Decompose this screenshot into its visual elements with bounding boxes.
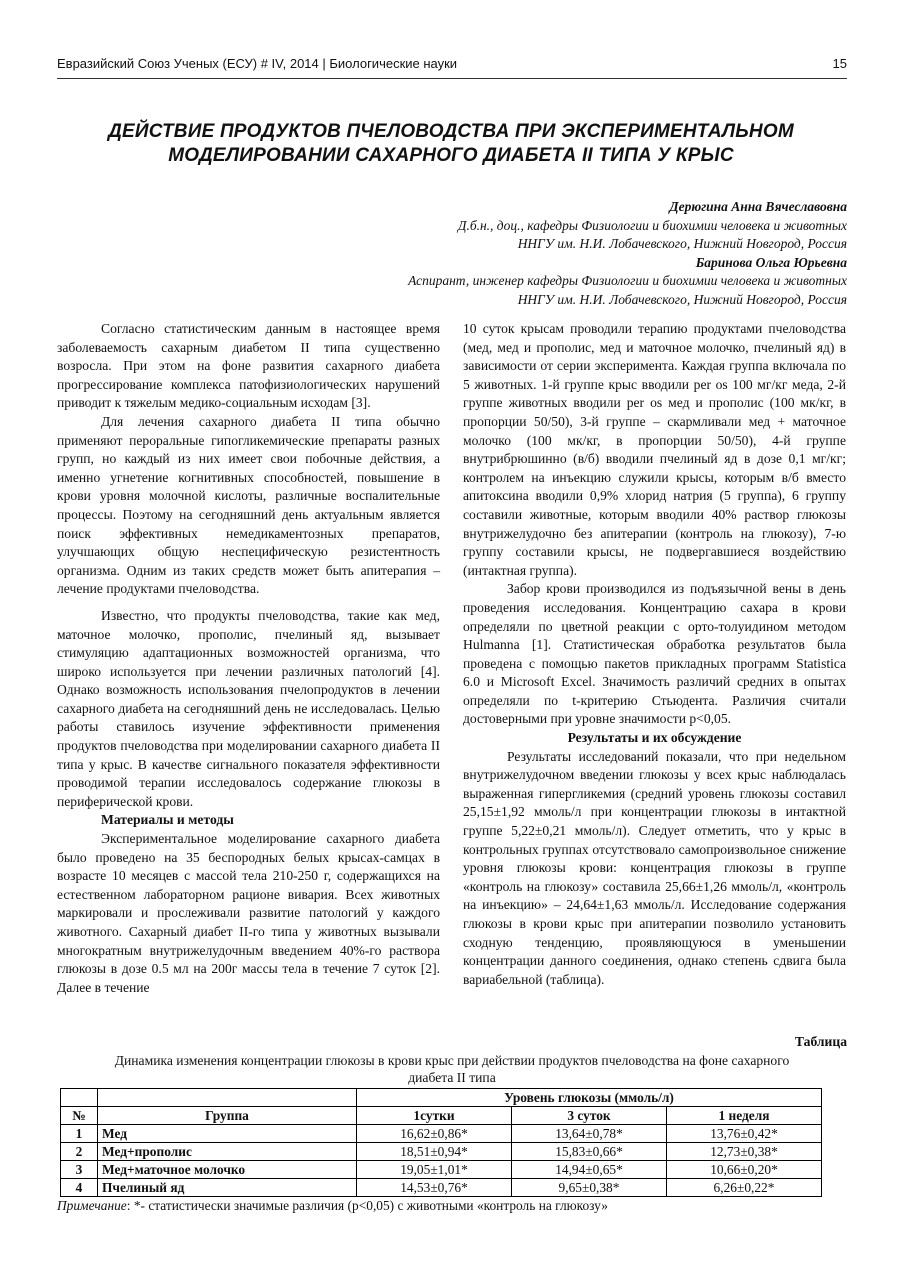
table-row [61, 1161, 822, 1179]
table-header-row [61, 1089, 822, 1107]
row-group: Мед+прополис [98, 1143, 357, 1161]
table-note-text: : *- статистически значимые различия (p<0,05) с животными «контроль на глюкозу» [126, 1198, 608, 1213]
row-number: 1 [61, 1125, 98, 1143]
table-row [61, 1125, 822, 1143]
table-corner-cell [61, 1089, 98, 1107]
row-group: Пчелиный яд [98, 1179, 357, 1197]
table-header-num: № [61, 1107, 98, 1125]
paragraph: Забор крови производился из подъязычной вены в день проведения исследования. Концентрацию сахара в крови определяли по цветной реакции с орто-толуидином методом Hulmanna [1]. Статистическая обработка результатов была проведена с помощью пакетов прикладных программ Statistica 6.0 и Microsoft Excel. Значимость различий средних в опытах определяли по t-критерию Стьюдента. Различия считали достоверными при уровне значимости р<0,05. [463, 581, 846, 727]
table-header-group: Группа [98, 1107, 357, 1125]
row-value-day1: 16,62±0,86* [357, 1125, 512, 1143]
journal-title: Евразийский Союз Ученых (ЕСУ) # IV, 2014 | Биологические науки [57, 56, 458, 71]
table-caption-line-1: Динамика изменения концентрации глюкозы в крови крыс при действии продуктов пчеловодства на фоне сахарного [114, 1053, 790, 1068]
article-title [80, 120, 822, 168]
row-value-day3: 13,64±0,78* [512, 1125, 667, 1143]
table-header-week1: 1 неделя [667, 1107, 822, 1125]
table-note-label: Примечание [57, 1198, 127, 1213]
author-name-2: Баринова Ольга Юрьевна [695, 254, 847, 270]
table-row [61, 1143, 822, 1161]
row-value-week1: 6,26±0,22* [667, 1179, 822, 1197]
author-org-2: ННГУ им. Н.И. Лобачевского, Нижний Новгород, Россия [517, 291, 847, 307]
author-position-1: Д.б.н., доц., кафедры Физиологии и биохимии человека и животных [457, 217, 847, 233]
row-value-day1: 18,51±0,94* [357, 1143, 512, 1161]
table-header-row [61, 1107, 822, 1125]
row-number: 4 [61, 1179, 98, 1197]
row-value-week1: 10,66±0,20* [667, 1161, 822, 1179]
row-group: Мед+маточное молочко [98, 1161, 357, 1179]
running-header [57, 52, 847, 80]
table-caption-line-2: диабета II типа [408, 1070, 496, 1085]
row-value-day3: 14,94±0,65* [512, 1161, 667, 1179]
title-line-1: ДЕЙСТВИЕ ПРОДУКТОВ ПЧЕЛОВОДСТВА ПРИ ЭКСПЕРИМЕНТАЛЬНОМ [108, 121, 794, 142]
results-table [60, 1088, 822, 1197]
paragraph: Известно, что продукты пчеловодства, такие как мед, маточное молочко, прополис, пчелиный яд, вызывает стимуляцию адаптационных возможностей организма, что широко используется при лечении различных патологий [4]. Однако возможность использования пчелопродуктов в лечении сахарного диабета на сегодняшний день не исследовалась. Целью работы ставилось изучение эффективности применения продуктов пчеловодства при моделировании сахарного диабета II типа у крыс. В качестве сигнального показателя эффективности проводимой терапии исследовалось содержание глюкозы в периферической крови. [57, 607, 440, 809]
author-position-2: Аспирант, инженер кафедры Физиологии и биохимии человека и животных [408, 273, 847, 288]
section-heading-results: Результаты и их обсуждение [567, 730, 742, 746]
row-number: 2 [61, 1143, 98, 1161]
paragraph: Для лечения сахарного диабета II типа обычно применяют пероральные гипогликемические препараты разных групп, но каждый из них имеет свои побочные действия, а именно угнетение когнитивных способностей, повышение в крови уровня молочной кислоты, различные воспалительные процессы. Поэтому на сегодняшний день актуальным является поиск эффективных немедикаментозных препаратов, улучшающих общую неспецифическую резистентность организма. Одним из таких средств может быть апитерапия – лечение продуктами пчеловодства. [57, 413, 440, 597]
table-header-day3: 3 суток [512, 1107, 667, 1125]
author-block [300, 198, 847, 309]
title-line-2: МОДЕЛИРОВАНИИ САХАРНОГО ДИАБЕТА II ТИПА У КРЫС [168, 145, 734, 166]
table-header-glucose-level: Уровень глюкозы (ммоль/л) [357, 1089, 822, 1107]
page-number: 15 [832, 56, 847, 71]
section-heading-methods: Материалы и методы [101, 812, 234, 828]
table-caption [57, 1052, 847, 1086]
row-value-day3: 15,83±0,66* [512, 1143, 667, 1161]
row-value-week1: 13,76±0,42* [667, 1125, 822, 1143]
paragraph: 10 суток крысам проводили терапию продуктами пчеловодства (мед, мед и прополис, мед и маточное молочко, пчелиный яд) в зависимости от серии эксперимента. Каждая группа включала по 5 животных. 1-й группе крыс вводили per os 100 мг/кг меда, 2-й группе животных вводили per os мед и прополис (100 мк/кг, в пропорции 50/50), 3-й группе – скармливали мед + маточное молочко (100 мк/кг, в пропорции 50/50), 4-й группе внутрибрюшинно (в/б) вводили пчелиный яд в дозе 0,1 мг/кг; контролем на инъекцию служили крысы, которым в/б вместо апитоксина вводили 0,9% хлорид натрия (5 группа), 6 группу составили животные, которым вводили 40% раствор глюкозы внутрижелудочно без апитерапии (контроль на глюкозу), 7-ю группу составили крысы, не подвергавшиеся воздействию (интактная группа). [463, 321, 846, 578]
paragraph: Результаты исследований показали, что при недельном внутрижелудочном введении глюкозы у всех крыс наблюдалась выраженная гипергликемия (средний уровень глюкозы составил 25,15±1,92 ммоль/л при концентрации глюкозы в интактной группе 5,22±0,21 ммоль/л). Следует отметить, что у крыс в контрольных группах отсутствовало самопроизвольное снижение уровня глюкозы крови: концентрация глюкозы в группе «контроль на глюкозу» составила 25,66±1,26 ммоль/л, «контроль на инъекцию» – 24,64±1,63 ммоль/л. Исследование содержания глюкозы в крови крыс при апитерапии позволило установить сходную тенденцию, проявляющуюся в уменьшении концентрации данного соединения, однако степень сдвига была вариабельной (таблица). [463, 748, 846, 987]
author-org-1: ННГУ им. Н.И. Лобачевского, Нижний Новгород, Россия [517, 236, 847, 251]
row-value-week1: 12,73±0,38* [667, 1143, 822, 1161]
paragraph: Согласно статистическим данным в настоящее время заболеваемость сахарным диабетом II типа существенно возросла. При этом на фоне развития сахарного диабета прогрессирование комплекса патофизиологических нарушений приводит к тяжелым медико-социальным исходам [3]. [57, 321, 440, 411]
table-row [61, 1179, 822, 1197]
table-header-day1: 1сутки [357, 1107, 512, 1125]
right-column [463, 320, 846, 989]
header-rule [57, 78, 847, 79]
left-column [57, 320, 440, 997]
row-group: Мед [98, 1125, 357, 1143]
row-value-day1: 14,53±0,76* [357, 1179, 512, 1197]
table-corner-cell [98, 1089, 357, 1107]
author-name-1: Дерюгина Анна Вячеславовна [669, 199, 847, 214]
row-number: 3 [61, 1161, 98, 1179]
row-value-day1: 19,05±1,01* [357, 1161, 512, 1179]
paragraph: Экспериментальное моделирование сахарного диабета было проведено на 35 беспородных белых крысах-самцах в возрасте 10 месяцев с массой тела 210-250 г, содержащихся на естественном лабораторном рационе вивария. Всех животных маркировали и прослеживали развитие патологий у каждого животного. Сахарный диабет II-го типа у животных вызывали многократным внутрижелудочным введением 40%-го раствора глюкозы в дозе 0.5 мл на 200г массы тела в течение 7 суток [2]. Далее в течение [57, 831, 440, 995]
table-note [57, 1198, 847, 1214]
row-value-day3: 9,65±0,38* [512, 1179, 667, 1197]
table-label: Таблица [794, 1034, 847, 1049]
